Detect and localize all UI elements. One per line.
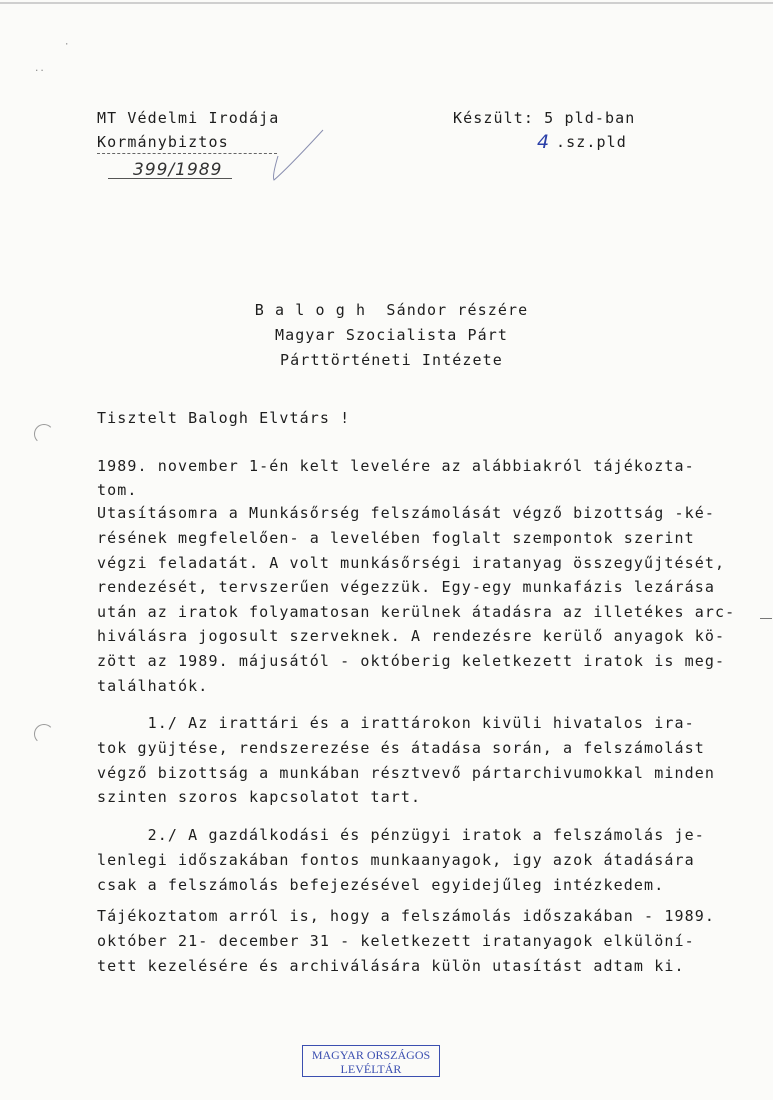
punch-hole-mark [34, 724, 54, 744]
scan-edge-line [0, 2, 773, 4]
scan-speck: · [64, 40, 70, 50]
body-line: tett kezelésére és archiválására külön utasítást adtam ki. [97, 957, 685, 975]
body-line: végző bizottság a munkában résztvevő pártarchivumokkal minden [97, 764, 715, 782]
body-line: résének megfelelően- a levelében foglalt szempontok szerint [97, 529, 695, 547]
recipient-organization: Magyar Szocialista Párt [274, 326, 508, 344]
handwritten-reference-number: 399/1989 [133, 160, 223, 180]
punch-hole-mark [34, 424, 54, 444]
sender-title: Kormánybiztos [97, 133, 229, 151]
body-line: 1./ Az irattári és a irattárokon kivüli hivatalos ira- [97, 714, 695, 732]
body-line: október 21- december 31 - keletkezett iratanyagok elkülöní- [97, 932, 695, 950]
recipient-name: B a l o g h Sándor részére [254, 301, 529, 319]
body-line: Tájékoztatom arról is, hogy a felszámolás időszakában - 1989. [97, 907, 715, 925]
body-line: után az iratok folyamatosan kerülnek átadásra az illetékes arc- [97, 603, 736, 621]
pencil-check-mark-icon [268, 128, 328, 188]
body-line: hiválásra jogosult szerveknek. A rendezésre kerülő anyagok kö- [97, 627, 726, 645]
body-line: tom. [97, 481, 138, 499]
body-line: tok gyüjtése, rendszerezése és átadása során, a felszámolást [97, 739, 705, 757]
handwritten-copy-number: 4 [537, 131, 550, 153]
archive-stamp [302, 1045, 440, 1077]
margin-mark [760, 618, 772, 619]
body-line: Utasításomra a Munkásőrség felszámolását végző bizottság -ké- [97, 504, 715, 522]
body-line: végzi feladatát. A volt munkásőrségi iratanyag összegyűjtését, [97, 554, 726, 572]
body-line: rendezését, tervszerűen végezzük. Egy-egy munkafázis lezárása [97, 578, 715, 596]
copy-number-suffix: .sz.pld [556, 133, 627, 151]
body-line: találhatók. [97, 677, 209, 695]
sender-office: MT Védelmi Irodája [97, 109, 280, 127]
body-line: zött az 1989. májusától - októberig keletkezett iratok is meg- [97, 652, 726, 670]
stamp-line-2: LEVÉLTÁR [340, 1062, 402, 1076]
body-line: 2./ A gazdálkodási és pénzügyi iratok a felszámolás je- [97, 826, 705, 844]
salutation: Tisztelt Balogh Elvtárs ! [97, 409, 351, 427]
recipient-institute: Párttörténeti Intézete [280, 351, 503, 369]
body-line: szinten szoros kapcsolatot tart. [97, 788, 422, 806]
sender-underline [97, 153, 277, 154]
stamp-line-1: MAGYAR ORSZÁGOS [311, 1048, 431, 1062]
reference-underline [108, 178, 232, 179]
body-line: 1989. november 1-én kelt levelére az alábbiakról tájékozta- [97, 457, 695, 475]
body-line: csak a felszámolás befejezésével egyidejűleg intézkedem. [97, 876, 665, 894]
scan-speck: .. [34, 64, 45, 74]
copies-label: Készült: 5 pld-ban [453, 109, 636, 127]
body-line: lenlegi időszakában fontos munkaanyagok, igy azok átadására [97, 851, 695, 869]
